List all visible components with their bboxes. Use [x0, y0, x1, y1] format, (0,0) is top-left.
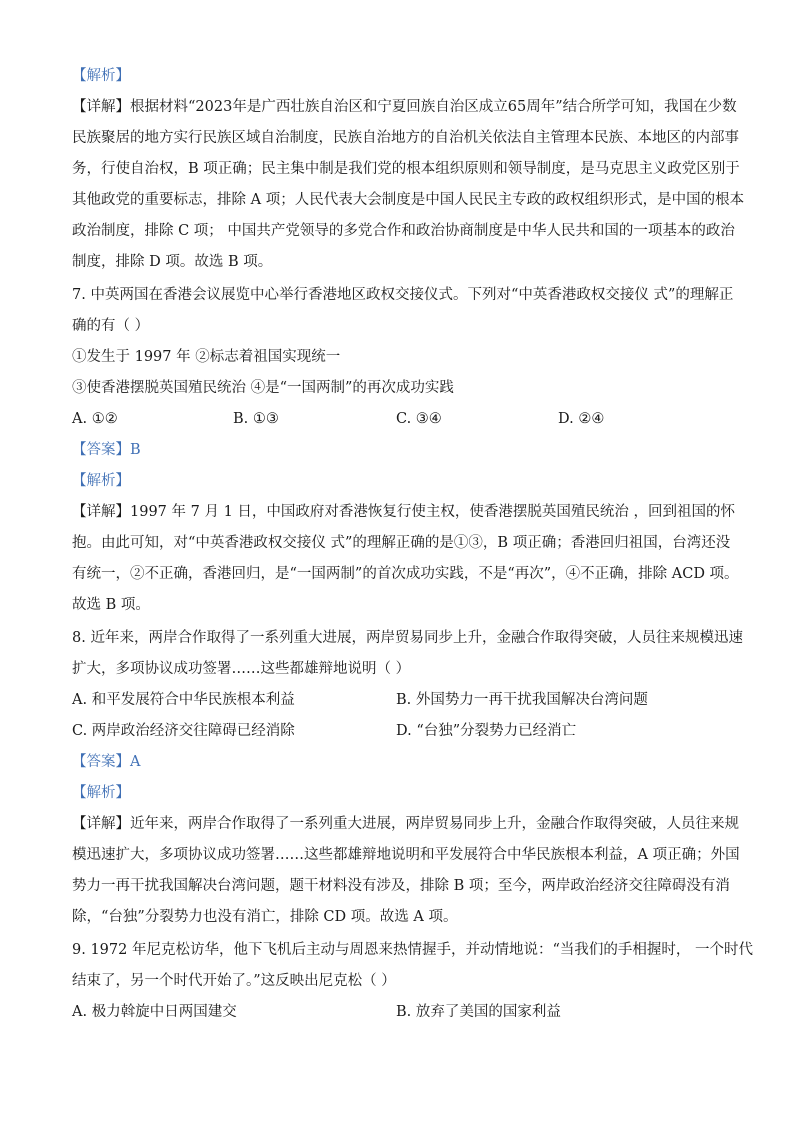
question-8-stem: 8. 近年来，两岸合作取得了一系列重大进展，两岸贸易同步上升，金融合作取得突破，人员往来规模迅速	[72, 630, 743, 646]
detail-paragraph-7: 有统一，②不正确，香港回归，是“一国两制”的首次成功实践，不是“再次”，④不正确，排除 ACD 项。	[72, 566, 739, 582]
question-9-stem: 结束了，另一个时代开始了。”这反映出尼克松（ ）	[72, 973, 396, 989]
detail-paragraph-6: 制度，排除 D 项。故选 B 项。	[72, 254, 273, 270]
answer-8: 【答案】A	[72, 754, 141, 770]
tag-analysis: 【解析】	[72, 785, 130, 801]
question-8-stem: 扩大，多项协议成功签署……这些都雄辩地说明（ ）	[72, 661, 411, 677]
tag-analysis: 【解析】	[72, 473, 130, 489]
detail-paragraph-6: 民族聚居的地方实行民族区域自治制度，民族自治地方的自治机关依法自主管理本民族、本地区的内部事	[72, 130, 739, 146]
detail-paragraph-7: 抱。由此可知，对“中英香港政权交接仪 式”的理解正确的是①③，B 项正确；香港回归祖国，台湾还没	[72, 535, 731, 551]
option-b: B. 外国势力一再干扰我国解决台湾问题	[396, 692, 648, 708]
option-a: A. 极力斡旋中日两国建交	[72, 1004, 237, 1020]
tag-analysis: 【解析】	[72, 68, 130, 84]
detail-paragraph-8: 势力一再干扰我国解决台湾问题，题干材料没有涉及，排除 B 项；至今，两岸政治经济交往障碍没有消	[72, 878, 730, 894]
detail-paragraph-6: 务，行使自治权，B 项正确；民主集中制是我们党的根本组织原则和领导制度，是马克思主义政党区别于	[72, 161, 740, 177]
detail-paragraph-6: 政治制度，排除 C 项； 中国共产党领导的多党合作和政治协商制度是中华人民共和国的一项基本的政治	[72, 223, 735, 239]
option-a: A. 和平发展符合中华民族根本利益	[72, 692, 295, 708]
detail-paragraph-7: 【详解】1997 年 7 月 1 日，中国政府对香港恢复行使主权，使香港摆脱英国殖民统治 ，回到祖国的怀	[72, 504, 736, 520]
question-7-stem: 7. 中英两国在香港会议展览中心举行香港地区政权交接仪式。下列对“中英香港政权交接仪 式”的理解正	[72, 287, 734, 303]
detail-paragraph-8: 除，“台独”分裂势力也没有消亡，排除 CD 项。故选 A 项。	[72, 909, 458, 925]
detail-paragraph-6: 【详解】根据材料“2023年是广西壮族自治区和宁夏回族自治区成立65周年”结合所学可知，我国在少数	[72, 99, 737, 115]
question-7-stem: 确的有（ ）	[72, 318, 150, 334]
detail-paragraph-8: 【详解】近年来，两岸合作取得了一系列重大进展，两岸贸易同步上升，金融合作取得突破，人员往来规	[72, 816, 739, 832]
option-a: A. ①②	[72, 411, 118, 427]
answer-7: 【答案】B	[72, 442, 141, 458]
option-b: B. 放弃了美国的国家利益	[396, 1004, 561, 1020]
detail-paragraph-6: 其他政党的重要标志，排除 A 项；人民代表大会制度是中国人民民主专政的政权组织形式，是中国的根本	[72, 192, 745, 208]
question-7-statements: ①发生于 1997 年 ②标志着祖国实现统一	[72, 349, 341, 365]
question-9-stem: 9. 1972 年尼克松访华，他下飞机后主动与周恩来热情握手，并动情地说：“当我们的手相握时， 一个时代	[72, 942, 753, 958]
detail-paragraph-8: 模迅速扩大，多项协议成功签署……这些都雄辩地说明和平发展符合中华民族根本利益，A 项正确；外国	[72, 847, 740, 863]
option-c: C. 两岸政治经济交往障碍已经消除	[72, 723, 295, 739]
question-7-statements: ③使香港摆脱英国殖民统治 ④是“一国两制”的再次成功实践	[72, 380, 454, 396]
detail-paragraph-7: 故选 B 项。	[72, 597, 150, 613]
option-d: D. ②④	[558, 411, 605, 427]
option-b: B. ①③	[233, 411, 279, 427]
option-c: C. ③④	[396, 411, 442, 427]
option-d: D. “台独”分裂势力已经消亡	[396, 723, 577, 739]
